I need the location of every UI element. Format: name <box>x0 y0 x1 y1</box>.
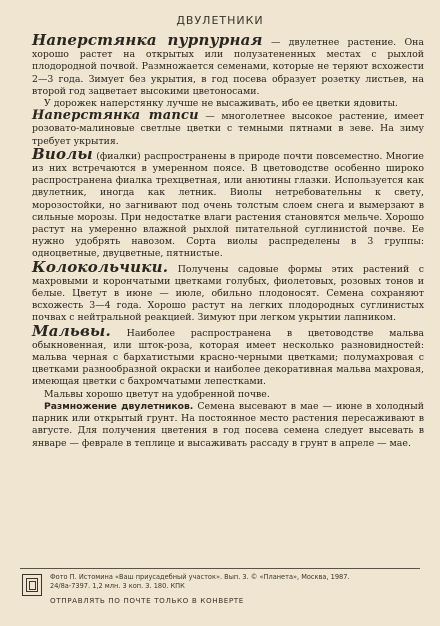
text-malva-soil: Мальвы хорошо цветут на удобренной почве. <box>44 388 270 400</box>
heading-digitalis-thapsi: Наперстянка тапси <box>32 108 199 124</box>
article-body <box>32 31 424 450</box>
text-poisonous-note: У дорожек наперстянку лучше не высаживать, ибо ее цветки ядовиты. <box>44 98 398 110</box>
section-digitalis-thapsi <box>32 110 424 148</box>
page-title: ДВУЛЕТНИКИ <box>176 14 264 27</box>
heading-digitalis-purpurea: Наперстянка пурпурная <box>32 31 263 49</box>
note-malva-soil <box>32 389 424 401</box>
section-digitalis-purpurea <box>32 31 424 98</box>
credit-line-1: Фото П. Истомина «Ваш приусадебный участок». Вып. 3. © «Планета», Москва, 1987. <box>50 573 350 581</box>
heading-malva: Мальвы. <box>32 321 111 340</box>
mail-notice: ОТПРАВЛЯТЬ ПО ПОЧТЕ ТОЛЬКО В КОНВЕРТЕ <box>50 596 244 605</box>
heading-viola: Виолы <box>32 144 93 163</box>
heading-campanula: Колокольчики. <box>32 257 169 276</box>
text-propagation: Семена высевают в мае — июне в холодный парник или открытый грунт. На постоянное место растения пересаживают в августе. Для получения цветения в год посева семена следует высевать в январе — феврале в теплице и высаживать рассаду в грунт в апреле — мае. <box>32 400 424 449</box>
text-campanula: Получены садовые формы этих растений с махровыми и корончатыми цветками голубых, фиолетовых, розовых тонов и белые. Цветут в июне — июле, обильно плодоносят. Семена сохраняют всхожесть 3—4 года. Хорошо растут на легких плодородных суглинистых почвах с нейтральной реакцией. Зимуют при легком укрытии лапником. <box>32 263 424 324</box>
publisher-logo-icon <box>22 574 42 596</box>
publication-credit <box>50 573 430 591</box>
heading-propagation: Размножение двулетников. <box>44 400 194 412</box>
text-digitalis-thapsi: — многолетнее высокое растение, имеет розовато-малиновые светлые цветки с темными пятнами в зеве. На зиму требует укрытия. <box>32 111 424 147</box>
text-malva: Наиболее распространена в цветоводстве мальва обыкновенная, или шток-роза, которая имеет несколько разновидностей: мальва черная с бархатистыми красно-черными цветками; полумахровая с цветками разнообразной окраски и наиболее декоративная мальва махровая, имеющая цветки с бахромчатыми лепестками. <box>32 327 424 388</box>
credit-line-2: 24/8а-7397. 1,2 млн. 3 коп. З. 180. КПК <box>50 582 185 590</box>
section-campanula <box>32 257 424 325</box>
footer-divider <box>20 568 420 569</box>
text-viola: распространены в природе почти повсеместно. Многие из них встречаются в умеренном поясе. В цветоводстве особенно широко распространена фиалка трехцветная, или анютины глазки. Используется как двулетник, иногда как летник. Виолы нетребовательны к свету, морозостойки, но загнивают под очень толстым слоем снега и вымерзают в сильные морозы. При недостатке влаги растения становятся мельче. Хорошо растут на умеренно влажной рыхлой питательной суглинистой почве. Ее нужно удобрять навозом. Сорта виолы распределены в 3 группы: одноцветные, двуцветные, пятнистые. <box>32 150 424 260</box>
text-digitalis-purpurea: — двулетнее растение. Она хорошо растет на открытых или полузатененных местах с рыхлой плодородной почвой. Размножается семенами, которые не теряют всхожести 2—3 года. Зимует без укрытия, в год посева образует розетку листьев, на второй год зацветает высокими цветоносами. <box>32 37 424 97</box>
heading-viola-extra: (фиалки) <box>92 150 141 162</box>
section-malva <box>32 321 424 389</box>
section-viola <box>32 144 424 261</box>
section-propagation <box>32 401 424 450</box>
